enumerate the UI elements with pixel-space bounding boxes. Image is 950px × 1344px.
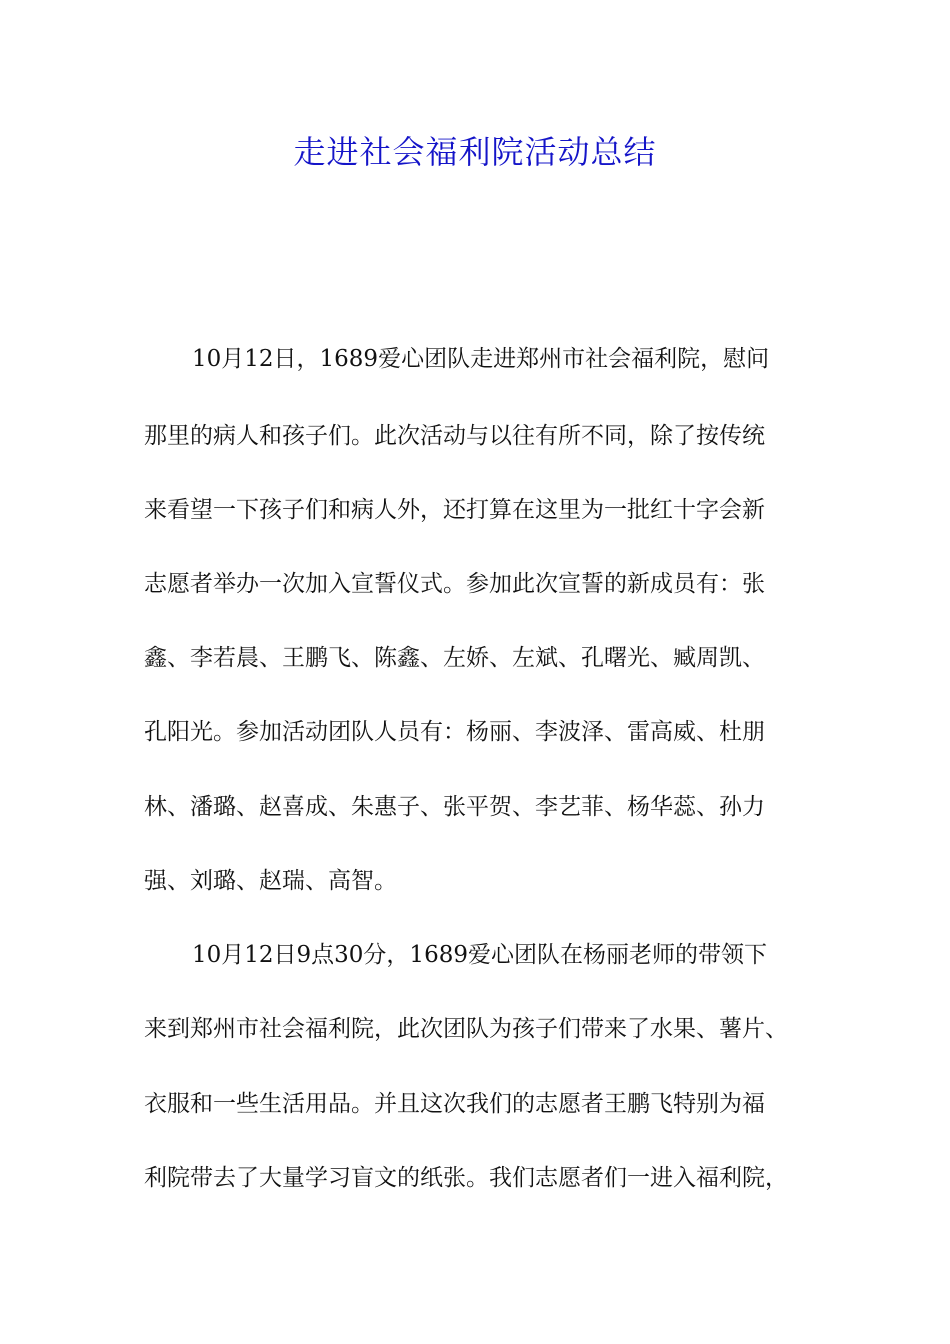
paragraph-1-line-5: 鑫、李若晨、王鹏飞、陈鑫、左娇、左斌、孔曙光、臧周凯、 (144, 645, 765, 671)
paragraph-1-line-3: 来看望一下孩子们和病人外，还打算在这里为一批红十字会新 (144, 497, 765, 523)
paragraph-1-line-4: 志愿者举办一次加入宣誓仪式。参加此次宣誓的新成员有：张 (144, 571, 765, 597)
paragraph-1-line-7: 林、潘璐、赵喜成、朱惠子、张平贺、李艺菲、杨华蕊、孙力 (144, 794, 765, 820)
document-title: 走进社会福利院活动总结 (293, 133, 657, 171)
paragraph-2-line-3: 衣服和一些生活用品。并且这次我们的志愿者王鹏飞特别为福 (144, 1091, 765, 1117)
paragraph-1-line-2: 那里的病人和孩子们。此次活动与以往有所不同，除了按传统 (144, 423, 765, 449)
paragraph-2-line-2: 来到郑州市社会福利院，此次团队为孩子们带来了水果、薯片、 (144, 1016, 788, 1042)
paragraph-2-line-4: 利院带去了大量学习盲文的纸张。我们志愿者们一进入福利院， (144, 1165, 788, 1191)
paragraph-1-line-1: 10月12日，1689爱心团队走进郑州市社会福利院，慰问 (192, 346, 770, 372)
paragraph-1-line-8: 强、刘璐、赵瑞、高智。 (144, 868, 397, 894)
paragraph-1-line-6: 孔阳光。参加活动团队人员有：杨丽、李波泽、雷高威、杜朋 (144, 719, 765, 745)
paragraph-2-line-1: 10月12日9点30分，1689爱心团队在杨丽老师的带领下 (192, 942, 767, 968)
